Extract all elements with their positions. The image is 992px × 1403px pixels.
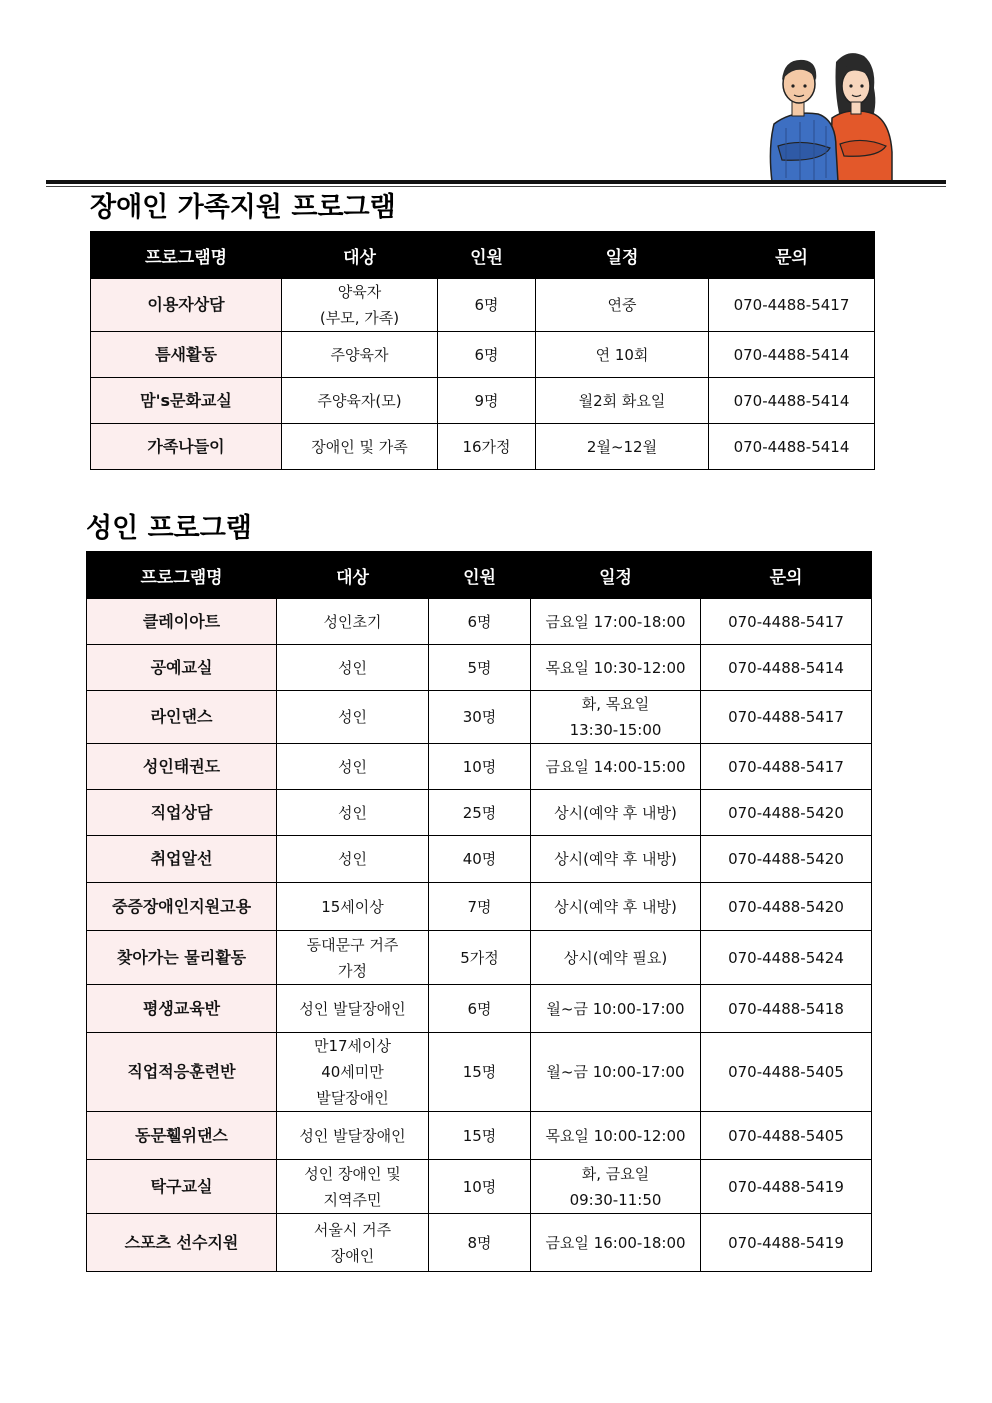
program-count: 15명 bbox=[429, 1112, 531, 1160]
program-contact: 070-4488-5414 bbox=[709, 332, 875, 378]
program-count: 40명 bbox=[429, 836, 531, 883]
program-name: 스포츠 선수지원 bbox=[87, 1214, 277, 1272]
program-target: 만17세이상 40세미만 발달장애인 bbox=[277, 1033, 429, 1112]
program-target: 성인 발달장애인 bbox=[277, 1112, 429, 1160]
program-target: 15세이상 bbox=[277, 883, 429, 931]
program-count: 10명 bbox=[429, 1160, 531, 1214]
program-target: 주양육자 bbox=[282, 332, 438, 378]
program-name: 클레이아트 bbox=[87, 599, 277, 645]
program-name: 공예교실 bbox=[87, 645, 277, 691]
program-schedule: 상시(예약 후 내방) bbox=[531, 883, 701, 931]
table-row bbox=[87, 1214, 872, 1272]
program-count: 8명 bbox=[429, 1214, 531, 1272]
program-name: 가족나들이 bbox=[91, 424, 282, 470]
program-name: 성인태권도 bbox=[87, 744, 277, 790]
program-target: 성인 장애인 및 지역주민 bbox=[277, 1160, 429, 1214]
program-count: 5명 bbox=[429, 645, 531, 691]
header-count: 인원 bbox=[438, 232, 536, 279]
program-schedule: 월~금 10:00-17:00 bbox=[531, 1033, 701, 1112]
program-target: 동대문구 거주 가정 bbox=[277, 931, 429, 985]
table-row bbox=[87, 1033, 872, 1112]
program-schedule: 월2회 화요일 bbox=[536, 378, 709, 424]
program-contact: 070-4488-5419 bbox=[701, 1214, 872, 1272]
program-schedule: 목요일 10:00-12:00 bbox=[531, 1112, 701, 1160]
program-target: 성인 bbox=[277, 836, 429, 883]
family-section-title: 장애인 가족지원 프로그램 bbox=[90, 192, 396, 223]
program-contact: 070-4488-5414 bbox=[709, 424, 875, 470]
header-program-name: 프로그램명 bbox=[91, 232, 282, 279]
header-target: 대상 bbox=[277, 552, 429, 599]
program-target: 성인 bbox=[277, 691, 429, 744]
table-row bbox=[91, 378, 875, 424]
program-contact: 070-4488-5420 bbox=[701, 836, 872, 883]
program-target: 서울시 거주 장애인 bbox=[277, 1214, 429, 1272]
program-contact: 070-4488-5405 bbox=[701, 1112, 872, 1160]
table-row bbox=[87, 985, 872, 1033]
program-name: 찾아가는 물리활동 bbox=[87, 931, 277, 985]
program-schedule: 연 10회 bbox=[536, 332, 709, 378]
program-name: 라인댄스 bbox=[87, 691, 277, 744]
program-contact: 070-4488-5405 bbox=[701, 1033, 872, 1112]
program-count: 6명 bbox=[429, 599, 531, 645]
table-row bbox=[87, 1112, 872, 1160]
program-count: 6명 bbox=[429, 985, 531, 1033]
program-name: 취업알선 bbox=[87, 836, 277, 883]
program-name: 동문휄위댄스 bbox=[87, 1112, 277, 1160]
program-count: 5가정 bbox=[429, 931, 531, 985]
table-row bbox=[87, 599, 872, 645]
header-target: 대상 bbox=[282, 232, 438, 279]
program-contact: 070-4488-5417 bbox=[701, 691, 872, 744]
adult-program-table bbox=[86, 551, 872, 1272]
program-name: 맘's문화교실 bbox=[91, 378, 282, 424]
table-row bbox=[91, 332, 875, 378]
program-schedule: 금요일 17:00-18:00 bbox=[531, 599, 701, 645]
program-contact: 070-4488-5420 bbox=[701, 883, 872, 931]
program-contact: 070-4488-5414 bbox=[701, 645, 872, 691]
program-count: 30명 bbox=[429, 691, 531, 744]
program-target: 성인 bbox=[277, 645, 429, 691]
table-row bbox=[87, 645, 872, 691]
program-target: 성인 bbox=[277, 744, 429, 790]
program-contact: 070-4488-5420 bbox=[701, 790, 872, 836]
program-schedule: 월~금 10:00-17:00 bbox=[531, 985, 701, 1033]
program-schedule: 화, 금요일 09:30-11:50 bbox=[531, 1160, 701, 1214]
program-contact: 070-4488-5424 bbox=[701, 931, 872, 985]
program-schedule: 상시(예약 필요) bbox=[531, 931, 701, 985]
header-schedule: 일정 bbox=[531, 552, 701, 599]
program-count: 9명 bbox=[438, 378, 536, 424]
table-header-row bbox=[87, 552, 872, 599]
program-target: 성인초기 bbox=[277, 599, 429, 645]
program-count: 6명 bbox=[438, 279, 536, 332]
header-rule bbox=[46, 180, 946, 184]
program-name: 중증장애인지원고용 bbox=[87, 883, 277, 931]
header-contact: 문의 bbox=[701, 552, 872, 599]
program-schedule: 화, 목요일 13:30-15:00 bbox=[531, 691, 701, 744]
program-count: 16가정 bbox=[438, 424, 536, 470]
program-count: 15명 bbox=[429, 1033, 531, 1112]
program-name: 평생교육반 bbox=[87, 985, 277, 1033]
header-count: 인원 bbox=[429, 552, 531, 599]
program-name: 직업상담 bbox=[87, 790, 277, 836]
program-contact: 070-4488-5417 bbox=[709, 279, 875, 332]
program-schedule: 상시(예약 후 내방) bbox=[531, 790, 701, 836]
header-contact: 문의 bbox=[709, 232, 875, 279]
program-name: 탁구교실 bbox=[87, 1160, 277, 1214]
table-row bbox=[87, 744, 872, 790]
program-count: 6명 bbox=[438, 332, 536, 378]
header-program-name: 프로그램명 bbox=[87, 552, 277, 599]
program-schedule: 목요일 10:30-12:00 bbox=[531, 645, 701, 691]
header-schedule: 일정 bbox=[536, 232, 709, 279]
couple-illustration-icon bbox=[766, 48, 896, 182]
program-target: 성인 발달장애인 bbox=[277, 985, 429, 1033]
program-target: 주양육자(모) bbox=[282, 378, 438, 424]
program-contact: 070-4488-5417 bbox=[701, 599, 872, 645]
program-contact: 070-4488-5417 bbox=[701, 744, 872, 790]
table-row bbox=[87, 931, 872, 985]
table-row bbox=[87, 1160, 872, 1214]
program-count: 10명 bbox=[429, 744, 531, 790]
header-rule-thin bbox=[46, 186, 946, 187]
program-target: 양육자 (부모, 가족) bbox=[282, 279, 438, 332]
table-row bbox=[87, 883, 872, 931]
program-name: 틈새활동 bbox=[91, 332, 282, 378]
program-target: 장애인 및 가족 bbox=[282, 424, 438, 470]
program-count: 7명 bbox=[429, 883, 531, 931]
program-schedule: 금요일 16:00-18:00 bbox=[531, 1214, 701, 1272]
table-header-row bbox=[91, 232, 875, 279]
program-schedule: 금요일 14:00-15:00 bbox=[531, 744, 701, 790]
table-row bbox=[87, 691, 872, 744]
table-row bbox=[91, 279, 875, 332]
table-row bbox=[87, 836, 872, 883]
program-contact: 070-4488-5418 bbox=[701, 985, 872, 1033]
program-target: 성인 bbox=[277, 790, 429, 836]
table-row bbox=[91, 424, 875, 470]
table-row bbox=[87, 790, 872, 836]
family-program-table bbox=[90, 231, 875, 470]
program-name: 직업적응훈련반 bbox=[87, 1033, 277, 1112]
program-contact: 070-4488-5414 bbox=[709, 378, 875, 424]
program-contact: 070-4488-5419 bbox=[701, 1160, 872, 1214]
program-count: 25명 bbox=[429, 790, 531, 836]
program-name: 이용자상담 bbox=[91, 279, 282, 332]
adult-section-title: 성인 프로그램 bbox=[86, 513, 252, 544]
program-schedule: 연중 bbox=[536, 279, 709, 332]
program-schedule: 2월~12월 bbox=[536, 424, 709, 470]
program-schedule: 상시(예약 후 내방) bbox=[531, 836, 701, 883]
